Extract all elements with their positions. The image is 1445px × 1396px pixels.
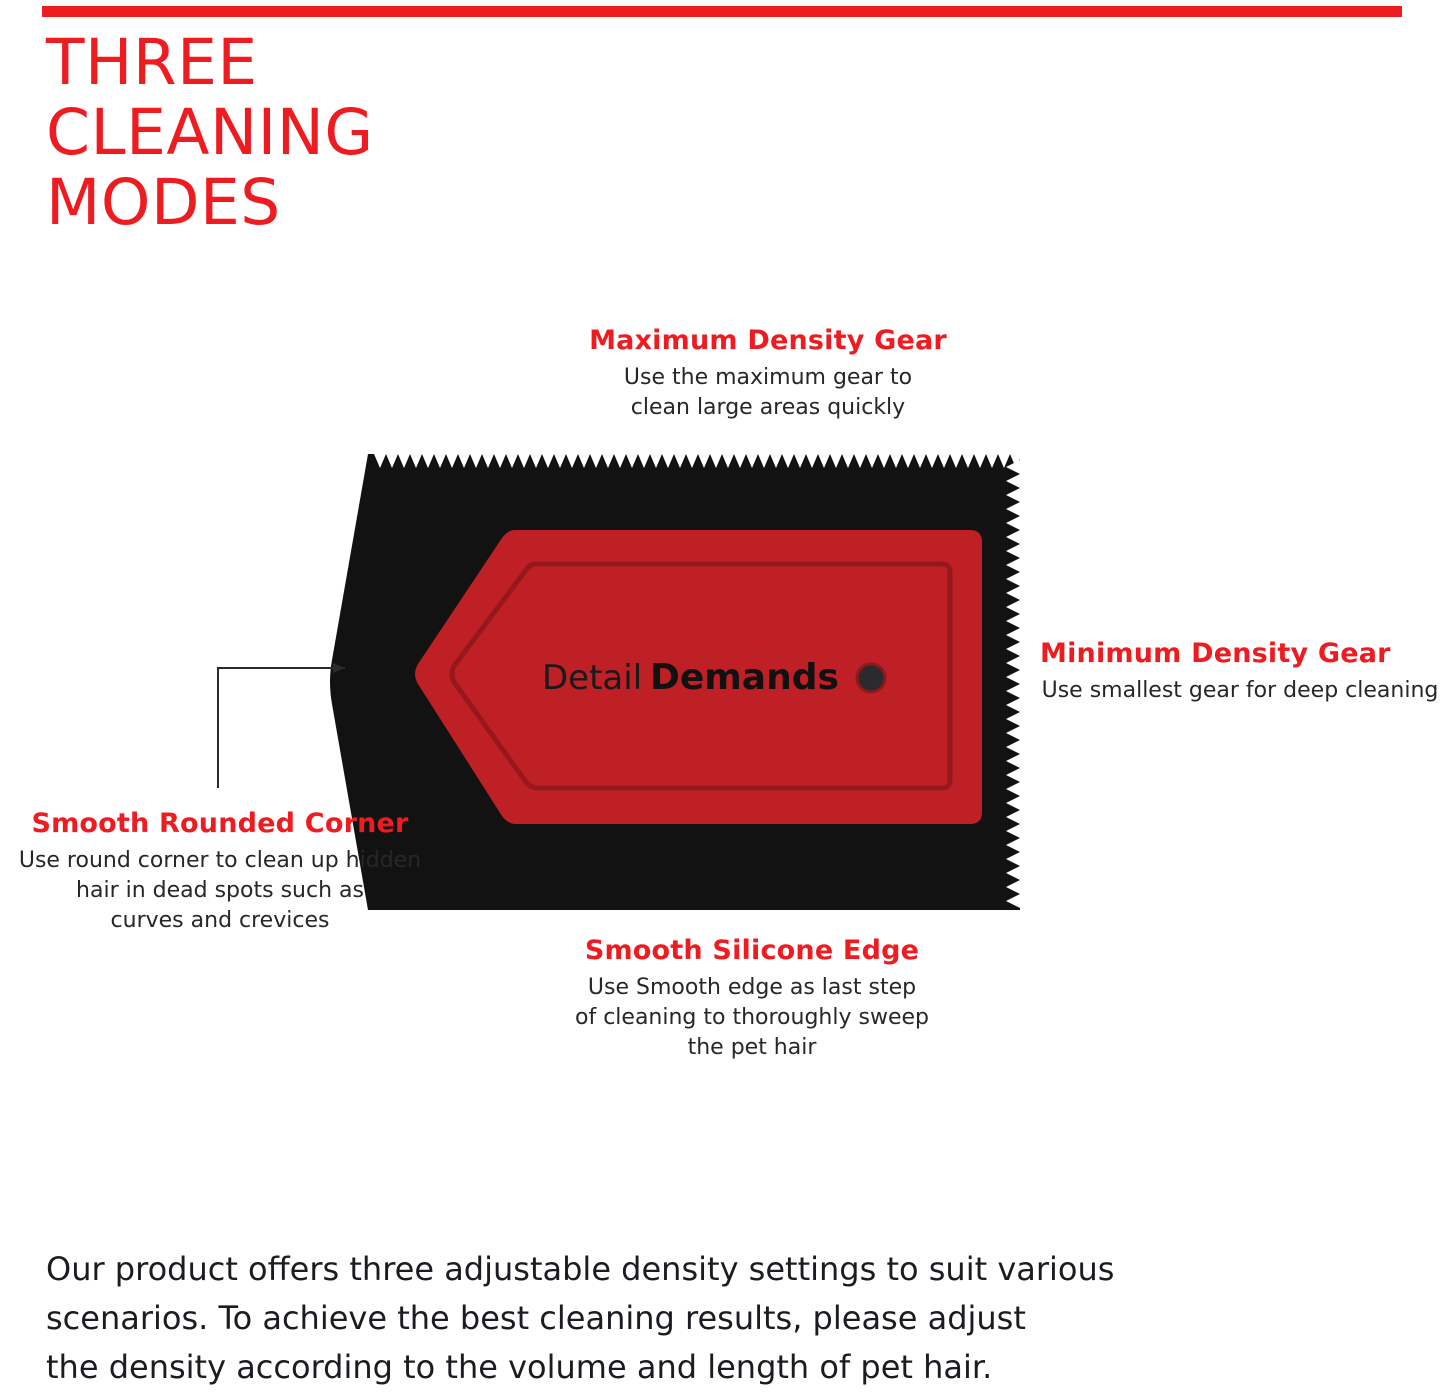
corner-leader-line (200, 662, 350, 792)
callout-body-line-1: Use Smooth edge as last step (587, 975, 917, 1000)
callout-body (1040, 676, 1440, 706)
callout-maximum-density-gear (468, 325, 1068, 423)
page-title-line-1: THREE (46, 26, 258, 99)
brand-name-bold: Demands (650, 657, 839, 698)
callout-body-line-2: of cleaning to thoroughly sweep (575, 1005, 929, 1030)
callout-body-line-1: Use round corner to clean up hidden (18, 848, 422, 873)
footer-line-2: scenarios. To achieve the best cleaning results, please adjust (46, 1299, 1026, 1337)
callout-title: Smooth Rounded Corner (31, 808, 409, 839)
footer-line-1: Our product offers three adjustable density settings to suit various (46, 1250, 1115, 1288)
page-title (46, 28, 666, 238)
callout-title: Smooth Silicone Edge (584, 935, 920, 966)
callout-minimum-density-gear (1040, 638, 1440, 706)
footer-description (46, 1245, 1376, 1392)
callout-smooth-silicone-edge (452, 935, 1052, 1063)
callout-body-line-3: curves and crevices (110, 908, 330, 933)
top-accent-bar (42, 6, 1402, 17)
callout-body-line-3: the pet hair (687, 1035, 817, 1060)
callout-body (452, 973, 1052, 1063)
footer-line-3: the density according to the volume and length of pet hair. (46, 1348, 993, 1386)
callout-body-line-1: Use the maximum gear to (623, 365, 913, 390)
callout-title: Minimum Density Gear (1040, 638, 1391, 669)
callout-title: Maximum Density Gear (589, 325, 947, 356)
callout-body (0, 846, 440, 936)
brand-name-light: Detail (542, 658, 643, 698)
callout-body-line-1: Use smallest gear for deep cleaning (1041, 678, 1439, 703)
callout-body (468, 363, 1068, 423)
page-title-line-2: CLEANING (46, 96, 374, 169)
callout-smooth-rounded-corner (0, 808, 440, 936)
page-title-line-3: MODES (46, 166, 281, 239)
callout-body-line-2: hair in dead spots such as (76, 878, 364, 903)
callout-body-line-2: clean large areas quickly (630, 395, 906, 420)
